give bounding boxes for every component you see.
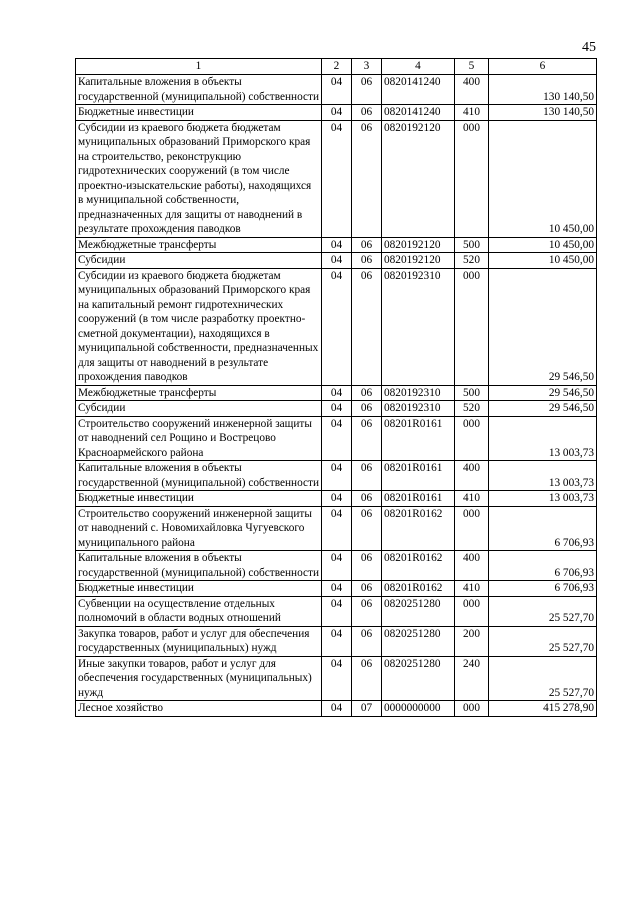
subsection-code-cell: 06: [352, 506, 382, 551]
amount-cell: 25 527,70: [489, 656, 597, 701]
subsection-code-cell: 06: [352, 491, 382, 507]
row-name-cell: Капитальные вложения в объекты государственной (муниципальной) собственности: [76, 75, 322, 105]
subsection-code-cell: 06: [352, 551, 382, 581]
row-name-cell: Субсидии из краевого бюджета бюджетам муниципальных образований Приморского края на строительство, реконструкцию гидротехнических сооружений (в том числе проектно-изыскательские работы), находящихся в муниципальной собственности, предназначенных для защиты от наводнений в результате прохождения паводков: [76, 120, 322, 237]
amount-cell: 25 527,70: [489, 596, 597, 626]
section-code-cell: 04: [322, 385, 352, 401]
amount-cell: 6 706,93: [489, 581, 597, 597]
expense-type-cell: 410: [455, 105, 489, 121]
amount-cell: 13 003,73: [489, 461, 597, 491]
target-article-cell: 0820192310: [382, 401, 455, 417]
row-name-cell: Субсидии из краевого бюджета бюджетам муниципальных образований Приморского края на капитальный ремонт гидротехнических сооружений (в том числе разработку проектно-сметной документации), находящихся в муниципальной собственности, предназначенных для защиты от наводнений в результате прохождения паводков: [76, 268, 322, 385]
row-name-cell: Капитальные вложения в объекты государственной (муниципальной) собственности: [76, 551, 322, 581]
row-name-cell: Строительство сооружений инженерной защиты от наводнений с. Новомихайловка Чугуевского муниципального района: [76, 506, 322, 551]
expense-type-cell: 000: [455, 416, 489, 461]
header-cell-4: 4: [382, 59, 455, 75]
row-name-cell: Субвенции на осуществление отдельных полномочий в области водных отношений: [76, 596, 322, 626]
amount-cell: 6 706,93: [489, 551, 597, 581]
target-article-cell: 0820141240: [382, 75, 455, 105]
table-row: [76, 416, 597, 461]
subsection-code-cell: 06: [352, 75, 382, 105]
budget-table: [75, 58, 597, 717]
row-name-cell: Строительство сооружений инженерной защиты от наводнений сел Рощино и Вострецово Красноармейского района: [76, 416, 322, 461]
amount-cell: 130 140,50: [489, 75, 597, 105]
target-article-cell: 0820251280: [382, 596, 455, 626]
row-name-cell: Бюджетные инвестиции: [76, 105, 322, 121]
table-row: [76, 401, 597, 417]
expense-type-cell: 400: [455, 75, 489, 105]
header-cell-1: 1: [76, 59, 322, 75]
target-article-cell: 08201R0161: [382, 416, 455, 461]
page-number: 45: [582, 40, 596, 55]
table-row: [76, 506, 597, 551]
table-row: [76, 75, 597, 105]
amount-cell: 10 450,00: [489, 120, 597, 237]
subsection-code-cell: 06: [352, 385, 382, 401]
expense-type-cell: 000: [455, 120, 489, 237]
amount-cell: 130 140,50: [489, 105, 597, 121]
section-code-cell: 04: [322, 596, 352, 626]
row-name-cell: Межбюджетные трансферты: [76, 237, 322, 253]
amount-cell: 10 450,00: [489, 253, 597, 269]
expense-type-cell: 000: [455, 268, 489, 385]
row-name-cell: Иные закупки товаров, работ и услуг для обеспечения государственных (муниципальных) нужд: [76, 656, 322, 701]
amount-cell: 6 706,93: [489, 506, 597, 551]
row-name-cell: Капитальные вложения в объекты государственной (муниципальной) собственности: [76, 461, 322, 491]
section-code-cell: 04: [322, 701, 352, 717]
amount-cell: 415 278,90: [489, 701, 597, 717]
target-article-cell: 08201R0161: [382, 461, 455, 491]
subsection-code-cell: 06: [352, 268, 382, 385]
row-name-cell: Бюджетные инвестиции: [76, 491, 322, 507]
expense-type-cell: 400: [455, 551, 489, 581]
subsection-code-cell: 06: [352, 416, 382, 461]
table-row: [76, 596, 597, 626]
subsection-code-cell: 06: [352, 461, 382, 491]
table-row: [76, 461, 597, 491]
target-article-cell: 0000000000: [382, 701, 455, 717]
target-article-cell: 0820192120: [382, 237, 455, 253]
target-article-cell: 0820141240: [382, 105, 455, 121]
subsection-code-cell: 06: [352, 656, 382, 701]
section-code-cell: 04: [322, 551, 352, 581]
target-article-cell: 0820192310: [382, 268, 455, 385]
expense-type-cell: 410: [455, 581, 489, 597]
amount-cell: 13 003,73: [489, 416, 597, 461]
header-row: [76, 59, 597, 75]
table-row: [76, 551, 597, 581]
table-row: [76, 491, 597, 507]
section-code-cell: 04: [322, 253, 352, 269]
row-name-cell: Лесное хозяйство: [76, 701, 322, 717]
subsection-code-cell: 06: [352, 253, 382, 269]
subsection-code-cell: 06: [352, 401, 382, 417]
section-code-cell: 04: [322, 105, 352, 121]
section-code-cell: 04: [322, 461, 352, 491]
subsection-code-cell: 06: [352, 237, 382, 253]
table-row: [76, 626, 597, 656]
section-code-cell: 04: [322, 120, 352, 237]
section-code-cell: 04: [322, 581, 352, 597]
table-row: [76, 105, 597, 121]
expense-type-cell: 520: [455, 253, 489, 269]
section-code-cell: 04: [322, 237, 352, 253]
expense-type-cell: 000: [455, 596, 489, 626]
expense-type-cell: 000: [455, 506, 489, 551]
target-article-cell: 0820251280: [382, 656, 455, 701]
table-row: [76, 656, 597, 701]
target-article-cell: 08201R0162: [382, 581, 455, 597]
target-article-cell: 08201R0162: [382, 506, 455, 551]
subsection-code-cell: 07: [352, 701, 382, 717]
expense-type-cell: 500: [455, 237, 489, 253]
row-name-cell: Закупка товаров, работ и услуг для обеспечения государственных (муниципальных) нужд: [76, 626, 322, 656]
section-code-cell: 04: [322, 416, 352, 461]
section-code-cell: 04: [322, 656, 352, 701]
expense-type-cell: 200: [455, 626, 489, 656]
amount-cell: 29 546,50: [489, 385, 597, 401]
target-article-cell: 08201R0162: [382, 551, 455, 581]
header-cell-6: 6: [489, 59, 597, 75]
section-code-cell: 04: [322, 75, 352, 105]
table-row: [76, 253, 597, 269]
row-name-cell: Бюджетные инвестиции: [76, 581, 322, 597]
target-article-cell: 08201R0161: [382, 491, 455, 507]
target-article-cell: 0820251280: [382, 626, 455, 656]
expense-type-cell: 400: [455, 461, 489, 491]
table-row: [76, 268, 597, 385]
section-code-cell: 04: [322, 401, 352, 417]
table-row: [76, 120, 597, 237]
table-body: [76, 75, 597, 717]
section-code-cell: 04: [322, 506, 352, 551]
expense-type-cell: 240: [455, 656, 489, 701]
target-article-cell: 0820192310: [382, 385, 455, 401]
expense-type-cell: 000: [455, 701, 489, 717]
row-name-cell: Межбюджетные трансферты: [76, 385, 322, 401]
amount-cell: 29 546,50: [489, 268, 597, 385]
amount-cell: 25 527,70: [489, 626, 597, 656]
amount-cell: 10 450,00: [489, 237, 597, 253]
subsection-code-cell: 06: [352, 120, 382, 237]
expense-type-cell: 500: [455, 385, 489, 401]
header-cell-2: 2: [322, 59, 352, 75]
section-code-cell: 04: [322, 268, 352, 385]
row-name-cell: Субсидии: [76, 401, 322, 417]
amount-cell: 29 546,50: [489, 401, 597, 417]
row-name-cell: Субсидии: [76, 253, 322, 269]
header-cell-3: 3: [352, 59, 382, 75]
subsection-code-cell: 06: [352, 626, 382, 656]
target-article-cell: 0820192120: [382, 120, 455, 237]
table-row: [76, 581, 597, 597]
table-row: [76, 701, 597, 717]
expense-type-cell: 520: [455, 401, 489, 417]
table-row: [76, 385, 597, 401]
subsection-code-cell: 06: [352, 596, 382, 626]
target-article-cell: 0820192120: [382, 253, 455, 269]
section-code-cell: 04: [322, 491, 352, 507]
amount-cell: 13 003,73: [489, 491, 597, 507]
table-row: [76, 237, 597, 253]
expense-type-cell: 410: [455, 491, 489, 507]
section-code-cell: 04: [322, 626, 352, 656]
header-cell-5: 5: [455, 59, 489, 75]
subsection-code-cell: 06: [352, 581, 382, 597]
subsection-code-cell: 06: [352, 105, 382, 121]
